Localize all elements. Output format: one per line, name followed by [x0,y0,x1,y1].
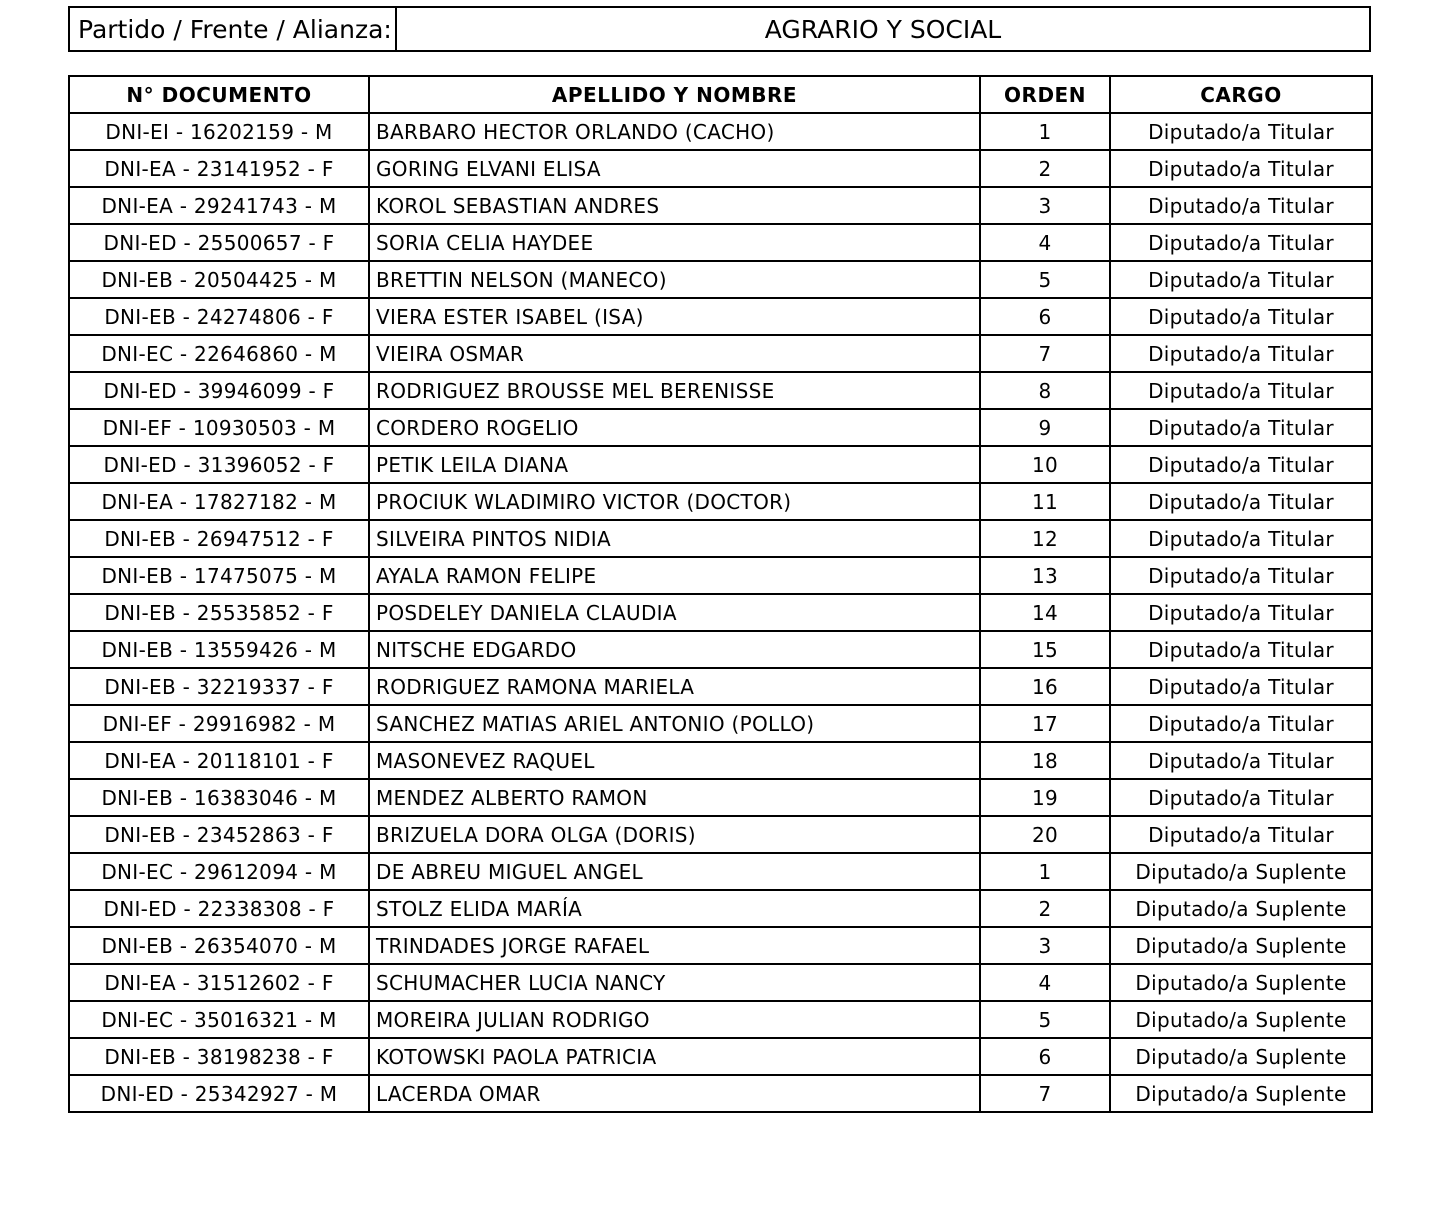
cell-documento: DNI-EA - 29241743 - M [69,187,369,224]
cell-orden: 3 [980,927,1110,964]
cell-nombre: PROCIUK WLADIMIRO VICTOR (DOCTOR) [369,483,980,520]
cell-documento: DNI-ED - 39946099 - F [69,372,369,409]
cell-orden: 2 [980,150,1110,187]
table-header-row [69,76,1372,113]
table-row [69,668,1372,705]
cell-orden: 16 [980,668,1110,705]
cell-nombre: KOROL SEBASTIAN ANDRES [369,187,980,224]
cell-orden: 2 [980,890,1110,927]
cell-orden: 7 [980,1075,1110,1112]
table-row [69,187,1372,224]
table-row [69,298,1372,335]
table-row [69,1001,1372,1038]
cell-orden: 8 [980,372,1110,409]
cell-orden: 4 [980,224,1110,261]
cell-orden: 10 [980,446,1110,483]
table-row [69,224,1372,261]
column-header-documento: N° DOCUMENTO [69,76,369,113]
cell-nombre: SANCHEZ MATIAS ARIEL ANTONIO (POLLO) [369,705,980,742]
column-header-orden: ORDEN [980,76,1110,113]
cell-orden: 17 [980,705,1110,742]
cell-documento: DNI-EF - 10930503 - M [69,409,369,446]
cell-nombre: NITSCHE EDGARDO [369,631,980,668]
cell-cargo: Diputado/a Suplente [1110,890,1372,927]
cell-nombre: VIERA ESTER ISABEL (ISA) [369,298,980,335]
column-header-cargo: CARGO [1110,76,1372,113]
cell-documento: DNI-EB - 23452863 - F [69,816,369,853]
cell-cargo: Diputado/a Titular [1110,742,1372,779]
cell-documento: DNI-EB - 26947512 - F [69,520,369,557]
table-row [69,964,1372,1001]
cell-nombre: MASONEVEZ RAQUEL [369,742,980,779]
cell-nombre: GORING ELVANI ELISA [369,150,980,187]
cell-cargo: Diputado/a Suplente [1110,1001,1372,1038]
cell-orden: 13 [980,557,1110,594]
cell-nombre: MENDEZ ALBERTO RAMON [369,779,980,816]
column-header-nombre: APELLIDO Y NOMBRE [369,76,980,113]
cell-nombre: MOREIRA JULIAN RODRIGO [369,1001,980,1038]
candidates-table [68,75,1373,1113]
cell-orden: 3 [980,187,1110,224]
cell-orden: 6 [980,1038,1110,1075]
cell-nombre: DE ABREU MIGUEL ANGEL [369,853,980,890]
cell-nombre: RODRIGUEZ RAMONA MARIELA [369,668,980,705]
cell-cargo: Diputado/a Titular [1110,261,1372,298]
cell-cargo: Diputado/a Titular [1110,705,1372,742]
cell-cargo: Diputado/a Titular [1110,594,1372,631]
cell-nombre: VIEIRA OSMAR [369,335,980,372]
cell-documento: DNI-EB - 20504425 - M [69,261,369,298]
table-row [69,1075,1372,1112]
table-row [69,779,1372,816]
cell-orden: 6 [980,298,1110,335]
party-name: AGRARIO Y SOCIAL [764,14,1002,44]
table-row [69,1038,1372,1075]
cell-cargo: Diputado/a Titular [1110,668,1372,705]
table-row [69,742,1372,779]
cell-documento: DNI-EA - 23141952 - F [69,150,369,187]
cell-nombre: TRINDADES JORGE RAFAEL [369,927,980,964]
cell-documento: DNI-EA - 31512602 - F [69,964,369,1001]
cell-orden: 1 [980,853,1110,890]
cell-nombre: LACERDA OMAR [369,1075,980,1112]
cell-documento: DNI-EF - 29916982 - M [69,705,369,742]
cell-cargo: Diputado/a Suplente [1110,853,1372,890]
cell-nombre: POSDELEY DANIELA CLAUDIA [369,594,980,631]
cell-documento: DNI-EC - 35016321 - M [69,1001,369,1038]
cell-documento: DNI-ED - 31396052 - F [69,446,369,483]
cell-cargo: Diputado/a Titular [1110,409,1372,446]
table-row [69,816,1372,853]
cell-documento: DNI-EB - 25535852 - F [69,594,369,631]
cell-nombre: KOTOWSKI PAOLA PATRICIA [369,1038,980,1075]
cell-cargo: Diputado/a Titular [1110,779,1372,816]
cell-nombre: BRIZUELA DORA OLGA (DORIS) [369,816,980,853]
table-row [69,520,1372,557]
cell-orden: 4 [980,964,1110,1001]
cell-cargo: Diputado/a Suplente [1110,964,1372,1001]
cell-documento: DNI-EB - 17475075 - M [69,557,369,594]
cell-orden: 11 [980,483,1110,520]
cell-nombre: SORIA CELIA HAYDEE [369,224,980,261]
table-row [69,557,1372,594]
cell-orden: 12 [980,520,1110,557]
cell-cargo: Diputado/a Titular [1110,298,1372,335]
cell-documento: DNI-ED - 22338308 - F [69,890,369,927]
party-header [68,6,1371,52]
cell-cargo: Diputado/a Titular [1110,446,1372,483]
table-row [69,150,1372,187]
table-row [69,113,1372,150]
table-row [69,631,1372,668]
cell-documento: DNI-EA - 17827182 - M [69,483,369,520]
party-label: Partido / Frente / Alianza: [70,8,397,50]
cell-cargo: Diputado/a Titular [1110,557,1372,594]
cell-documento: DNI-EB - 38198238 - F [69,1038,369,1075]
cell-orden: 5 [980,261,1110,298]
cell-orden: 7 [980,335,1110,372]
cell-documento: DNI-EB - 32219337 - F [69,668,369,705]
cell-cargo: Diputado/a Suplente [1110,927,1372,964]
cell-orden: 14 [980,594,1110,631]
cell-cargo: Diputado/a Titular [1110,224,1372,261]
table-row [69,409,1372,446]
cell-documento: DNI-EB - 13559426 - M [69,631,369,668]
table-row [69,335,1372,372]
cell-documento: DNI-EA - 20118101 - F [69,742,369,779]
cell-documento: DNI-EI - 16202159 - M [69,113,369,150]
cell-cargo: Diputado/a Titular [1110,113,1372,150]
cell-nombre: BARBARO HECTOR ORLANDO (CACHO) [369,113,980,150]
cell-orden: 20 [980,816,1110,853]
cell-cargo: Diputado/a Titular [1110,372,1372,409]
cell-cargo: Diputado/a Titular [1110,520,1372,557]
cell-nombre: BRETTIN NELSON (MANECO) [369,261,980,298]
cell-orden: 18 [980,742,1110,779]
cell-documento: DNI-EB - 26354070 - M [69,927,369,964]
table-row [69,261,1372,298]
cell-nombre: PETIK LEILA DIANA [369,446,980,483]
cell-nombre: RODRIGUEZ BROUSSE MEL BERENISSE [369,372,980,409]
cell-documento: DNI-EC - 22646860 - M [69,335,369,372]
table-row [69,483,1372,520]
cell-orden: 9 [980,409,1110,446]
cell-orden: 1 [980,113,1110,150]
cell-cargo: Diputado/a Titular [1110,335,1372,372]
table-row [69,705,1372,742]
cell-documento: DNI-ED - 25342927 - M [69,1075,369,1112]
table-row [69,890,1372,927]
cell-orden: 5 [980,1001,1110,1038]
cell-orden: 15 [980,631,1110,668]
cell-cargo: Diputado/a Titular [1110,631,1372,668]
cell-nombre: CORDERO ROGELIO [369,409,980,446]
table-row [69,927,1372,964]
cell-nombre: AYALA RAMON FELIPE [369,557,980,594]
cell-cargo: Diputado/a Titular [1110,187,1372,224]
cell-cargo: Diputado/a Suplente [1110,1038,1372,1075]
table-row [69,446,1372,483]
table-row [69,372,1372,409]
table-row [69,594,1372,631]
cell-cargo: Diputado/a Titular [1110,816,1372,853]
cell-cargo: Diputado/a Suplente [1110,1075,1372,1112]
cell-documento: DNI-EC - 29612094 - M [69,853,369,890]
table-row [69,853,1372,890]
cell-orden: 19 [980,779,1110,816]
cell-nombre: SILVEIRA PINTOS NIDIA [369,520,980,557]
cell-documento: DNI-EB - 24274806 - F [69,298,369,335]
cell-documento: DNI-ED - 25500657 - F [69,224,369,261]
cell-nombre: STOLZ ELIDA MARÍA [369,890,980,927]
cell-nombre: SCHUMACHER LUCIA NANCY [369,964,980,1001]
cell-cargo: Diputado/a Titular [1110,483,1372,520]
cell-documento: DNI-EB - 16383046 - M [69,779,369,816]
cell-cargo: Diputado/a Titular [1110,150,1372,187]
